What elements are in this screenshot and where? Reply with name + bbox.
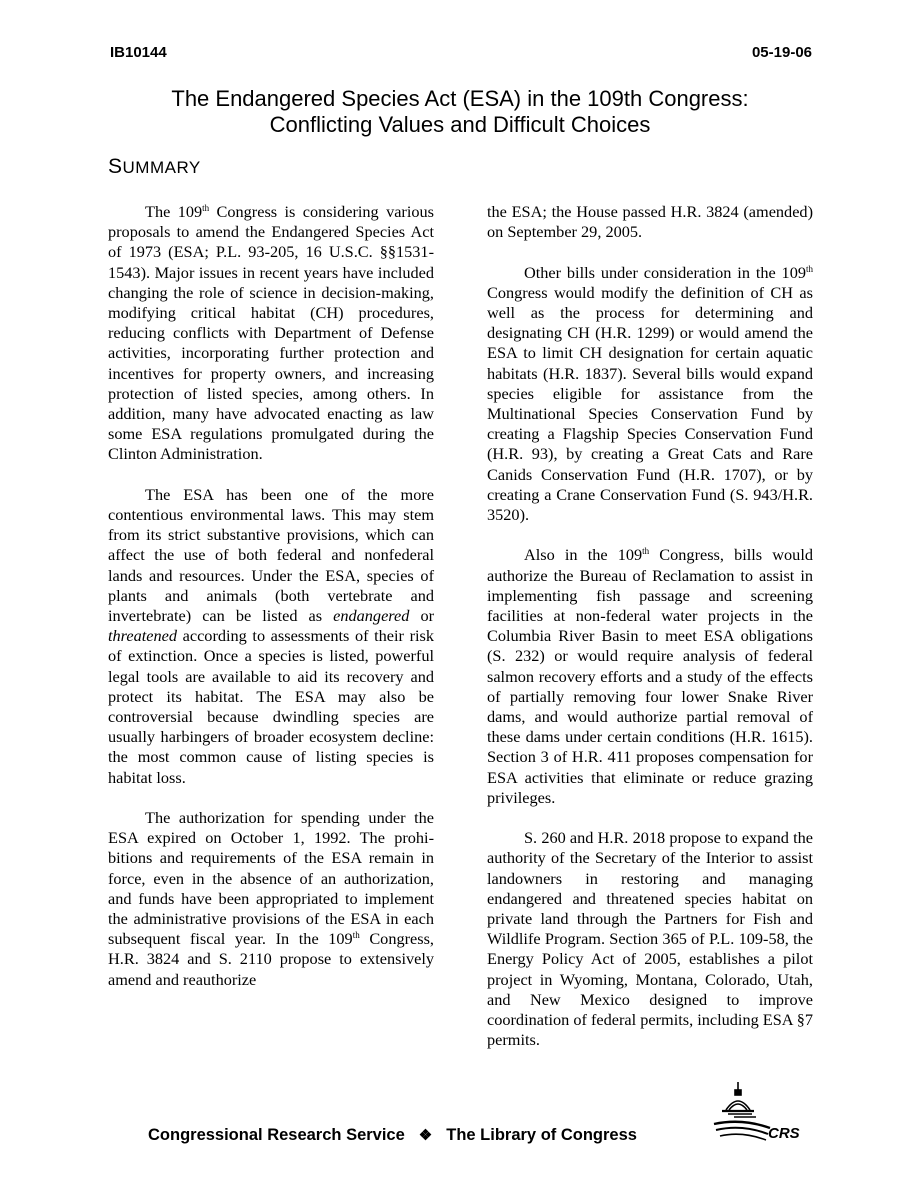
paragraph-text: The authorization for spending under the ESA expired on October 1, 1992. The prohi-bitions and requirements of the ESA remain in force, even in the absence of an authorization, and funds have been appropriated to implement the administrative provisions of the ESA in each subsequent fiscal year. In the 109	[108, 808, 434, 949]
ordinal-superscript: th	[352, 930, 360, 941]
ordinal-superscript: th	[805, 263, 813, 274]
paragraph-3-continued: the ESA; the House passed H.R. 3824 (amended) on September 29, 2005.	[487, 202, 813, 242]
paragraph-2	[108, 485, 434, 788]
paragraph-text: Congress, H.R. 3824 and S. 2110 propose to extensively amend and reauthorize	[108, 929, 434, 989]
paragraph-text: according to assessments of their risk of extinction. Once a species is listed, powerful legal tools are available to aid its recovery and protect its habitat. The ESA may also be controversial because dwindling species are usually harbingers of broader ecosystem decline: the most common cause of listing species is habitat loss.	[108, 626, 434, 787]
title-line-1: The Endangered Species Act (ESA) in the 109th Congress:	[171, 86, 749, 111]
footer-library: The Library of Congress	[446, 1126, 637, 1144]
paragraph-text: Also in the 109	[524, 545, 643, 565]
paragraph-text: Congress would modify the definition of CH as well as the process for determining and designating CH (H.R. 1299) or would amend the ESA to limit CH designation for certain aquatic habitats (H.R. 1837). Several bills would expand species eligible for assistance from the Multinational Species Conservation Fund by creating a Flagship Species Conservation Fund (H.R. 93), by creating a Great Cats and Rare Canids Conservation Fund (H.R. 1707), or by creating a Crane Conservation Fund (S. 943/H.R. 3520).	[487, 282, 813, 525]
emphasis-endangered: endangered	[333, 606, 410, 626]
paragraph-text: Congress is considering various proposals to amend the Endangered Species Act of 1973 (ESA; P.L. 93-205, 16 U.S.C. §§1531-1543). Major issues in recent years have included changing the role of science in decision-making, modifying critical habitat (CH) procedures, reducing conflicts with Department of Defense activities, incorporating further protection and incentives for property owners, and increasing protection of listed species, among others. In addition, many have advocated enacting as law some ESA regulations promulgated during the Clinton Administration.	[108, 202, 434, 464]
footer-separator: ❖	[418, 1127, 433, 1144]
paragraph-1	[108, 202, 434, 465]
paragraph-6: S. 260 and H.R. 2018 propose to expand the authority of the Secretary of the Interior to assist landowners in restoring and managing endangered and threatened species habitat on private land through the Partners for Fish and Wildlife Program. Section 365 of P.L. 109-58, the Energy Policy Act of 2005, establishes a pilot project in Wyoming, Montana, Colorado, Utah, and New Mexico designed to improve coordination of federal permits, including ESA §7 permits.	[487, 828, 814, 1050]
section-heading	[108, 153, 201, 179]
document-id: IB10144	[110, 44, 167, 61]
title-line-2: Conflicting Values and Difficult Choices	[269, 112, 651, 137]
document-title	[108, 86, 812, 138]
ordinal-superscript: th	[642, 546, 650, 557]
capitol-dome-icon	[714, 1082, 770, 1140]
emphasis-threatened: threatened	[108, 626, 178, 646]
paragraph-text: Congress, bills would authorize the Bureau of Reclamation to assist in implementing fish passage and screening facilities at non-federal water projects in the Columbia River Basin to meet ESA obligations (S. 232) or would require analysis of federal salmon recovery efforts and a study of the effects of partially removing four lower Snake River dams, and would authorize partial removal of these dams under certain conditions (H.R. 1615). Section 3 of H.R. 411 proposes compensation for ESA activities that eliminate or reduce grazing privileges.	[487, 545, 813, 807]
right-column	[487, 202, 813, 1071]
footer	[148, 1126, 637, 1145]
paragraph-4	[487, 263, 813, 526]
section-heading-rest: UMMARY	[122, 158, 201, 177]
footer-org: Congressional Research Service	[148, 1126, 405, 1144]
paragraph-text: The ESA has been one of the more contentious environmental laws. This may stem from its strict substantive provisions, which can affect the use of both federal and nonfederal lands and resources. Under the ESA, species of plants and animals (both vertebrate and invertebrate) can be listed as	[108, 484, 434, 626]
document-date: 05-19-06	[751, 44, 812, 61]
section-heading-initial: S	[108, 155, 123, 178]
crs-logo-text: CRS	[768, 1125, 800, 1142]
paragraph-text: or	[409, 606, 435, 626]
paragraph-text: Other bills under consideration in the 109	[524, 262, 806, 282]
ordinal-superscript: th	[202, 203, 210, 213]
paragraph-text: The 109	[145, 202, 203, 221]
paragraph-5	[487, 545, 813, 808]
crs-logo	[712, 1080, 812, 1144]
paragraph-3	[108, 808, 434, 990]
left-column	[108, 202, 434, 1010]
